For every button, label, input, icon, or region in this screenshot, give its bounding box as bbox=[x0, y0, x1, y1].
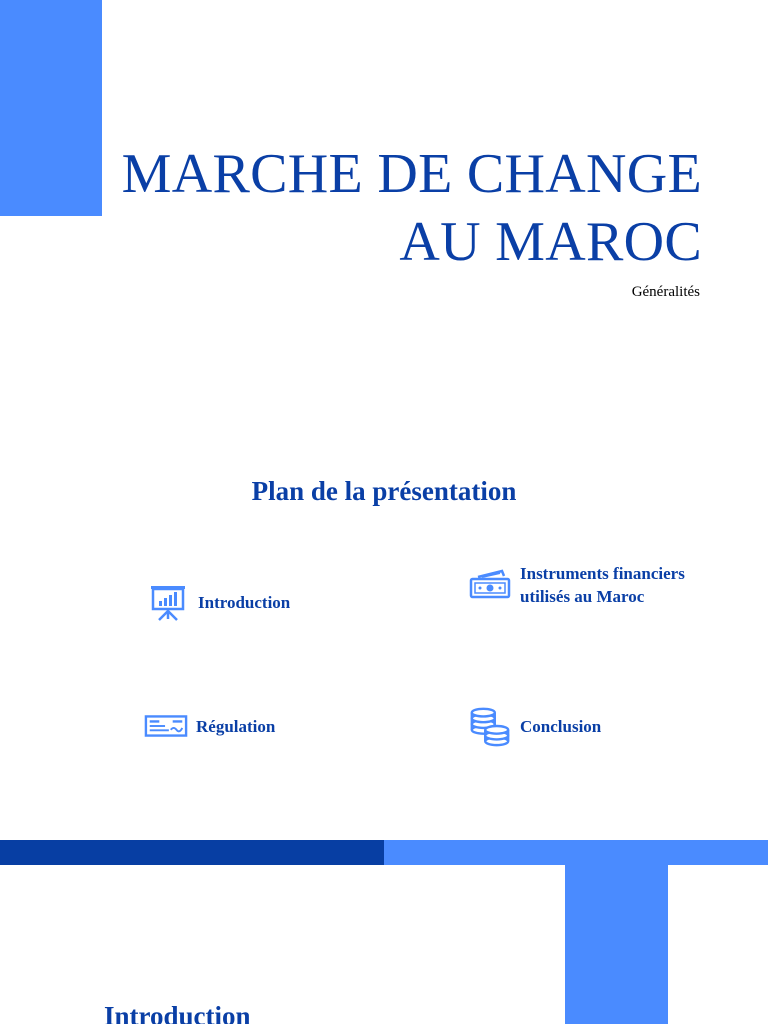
introduction-heading: Introduction bbox=[104, 1001, 251, 1024]
plan-item-instruments bbox=[468, 562, 698, 608]
plan-item-label: Conclusion bbox=[520, 716, 602, 736]
title-line-2: AU MAROC bbox=[399, 211, 702, 273]
divider-band-dark bbox=[0, 840, 384, 865]
slide-divider-band bbox=[0, 840, 768, 865]
accent-block bbox=[565, 865, 668, 1024]
presentation-chart-icon bbox=[146, 580, 190, 624]
plan-slide bbox=[0, 420, 768, 840]
cheque-icon bbox=[144, 704, 188, 748]
presentation-title bbox=[122, 140, 702, 276]
plan-item-introduction bbox=[146, 580, 290, 624]
plan-item-label: Régulation bbox=[196, 716, 276, 736]
plan-item-conclusion bbox=[468, 704, 601, 748]
plan-item-regulation bbox=[144, 704, 275, 748]
divider-band-light bbox=[384, 840, 768, 865]
coins-icon bbox=[468, 704, 512, 748]
accent-block bbox=[0, 0, 102, 216]
presentation-subtitle: Généralités bbox=[631, 284, 700, 300]
title-line-1: MARCHE DE CHANGE bbox=[121, 143, 702, 205]
plan-item-label: Instruments financiers utilisés au Maroc bbox=[520, 564, 685, 606]
plan-item-label: Introduction bbox=[198, 592, 291, 612]
banknote-icon bbox=[468, 563, 512, 607]
title-slide bbox=[0, 0, 768, 420]
plan-heading: Plan de la présentation bbox=[251, 476, 517, 506]
introduction-slide bbox=[0, 865, 768, 1024]
